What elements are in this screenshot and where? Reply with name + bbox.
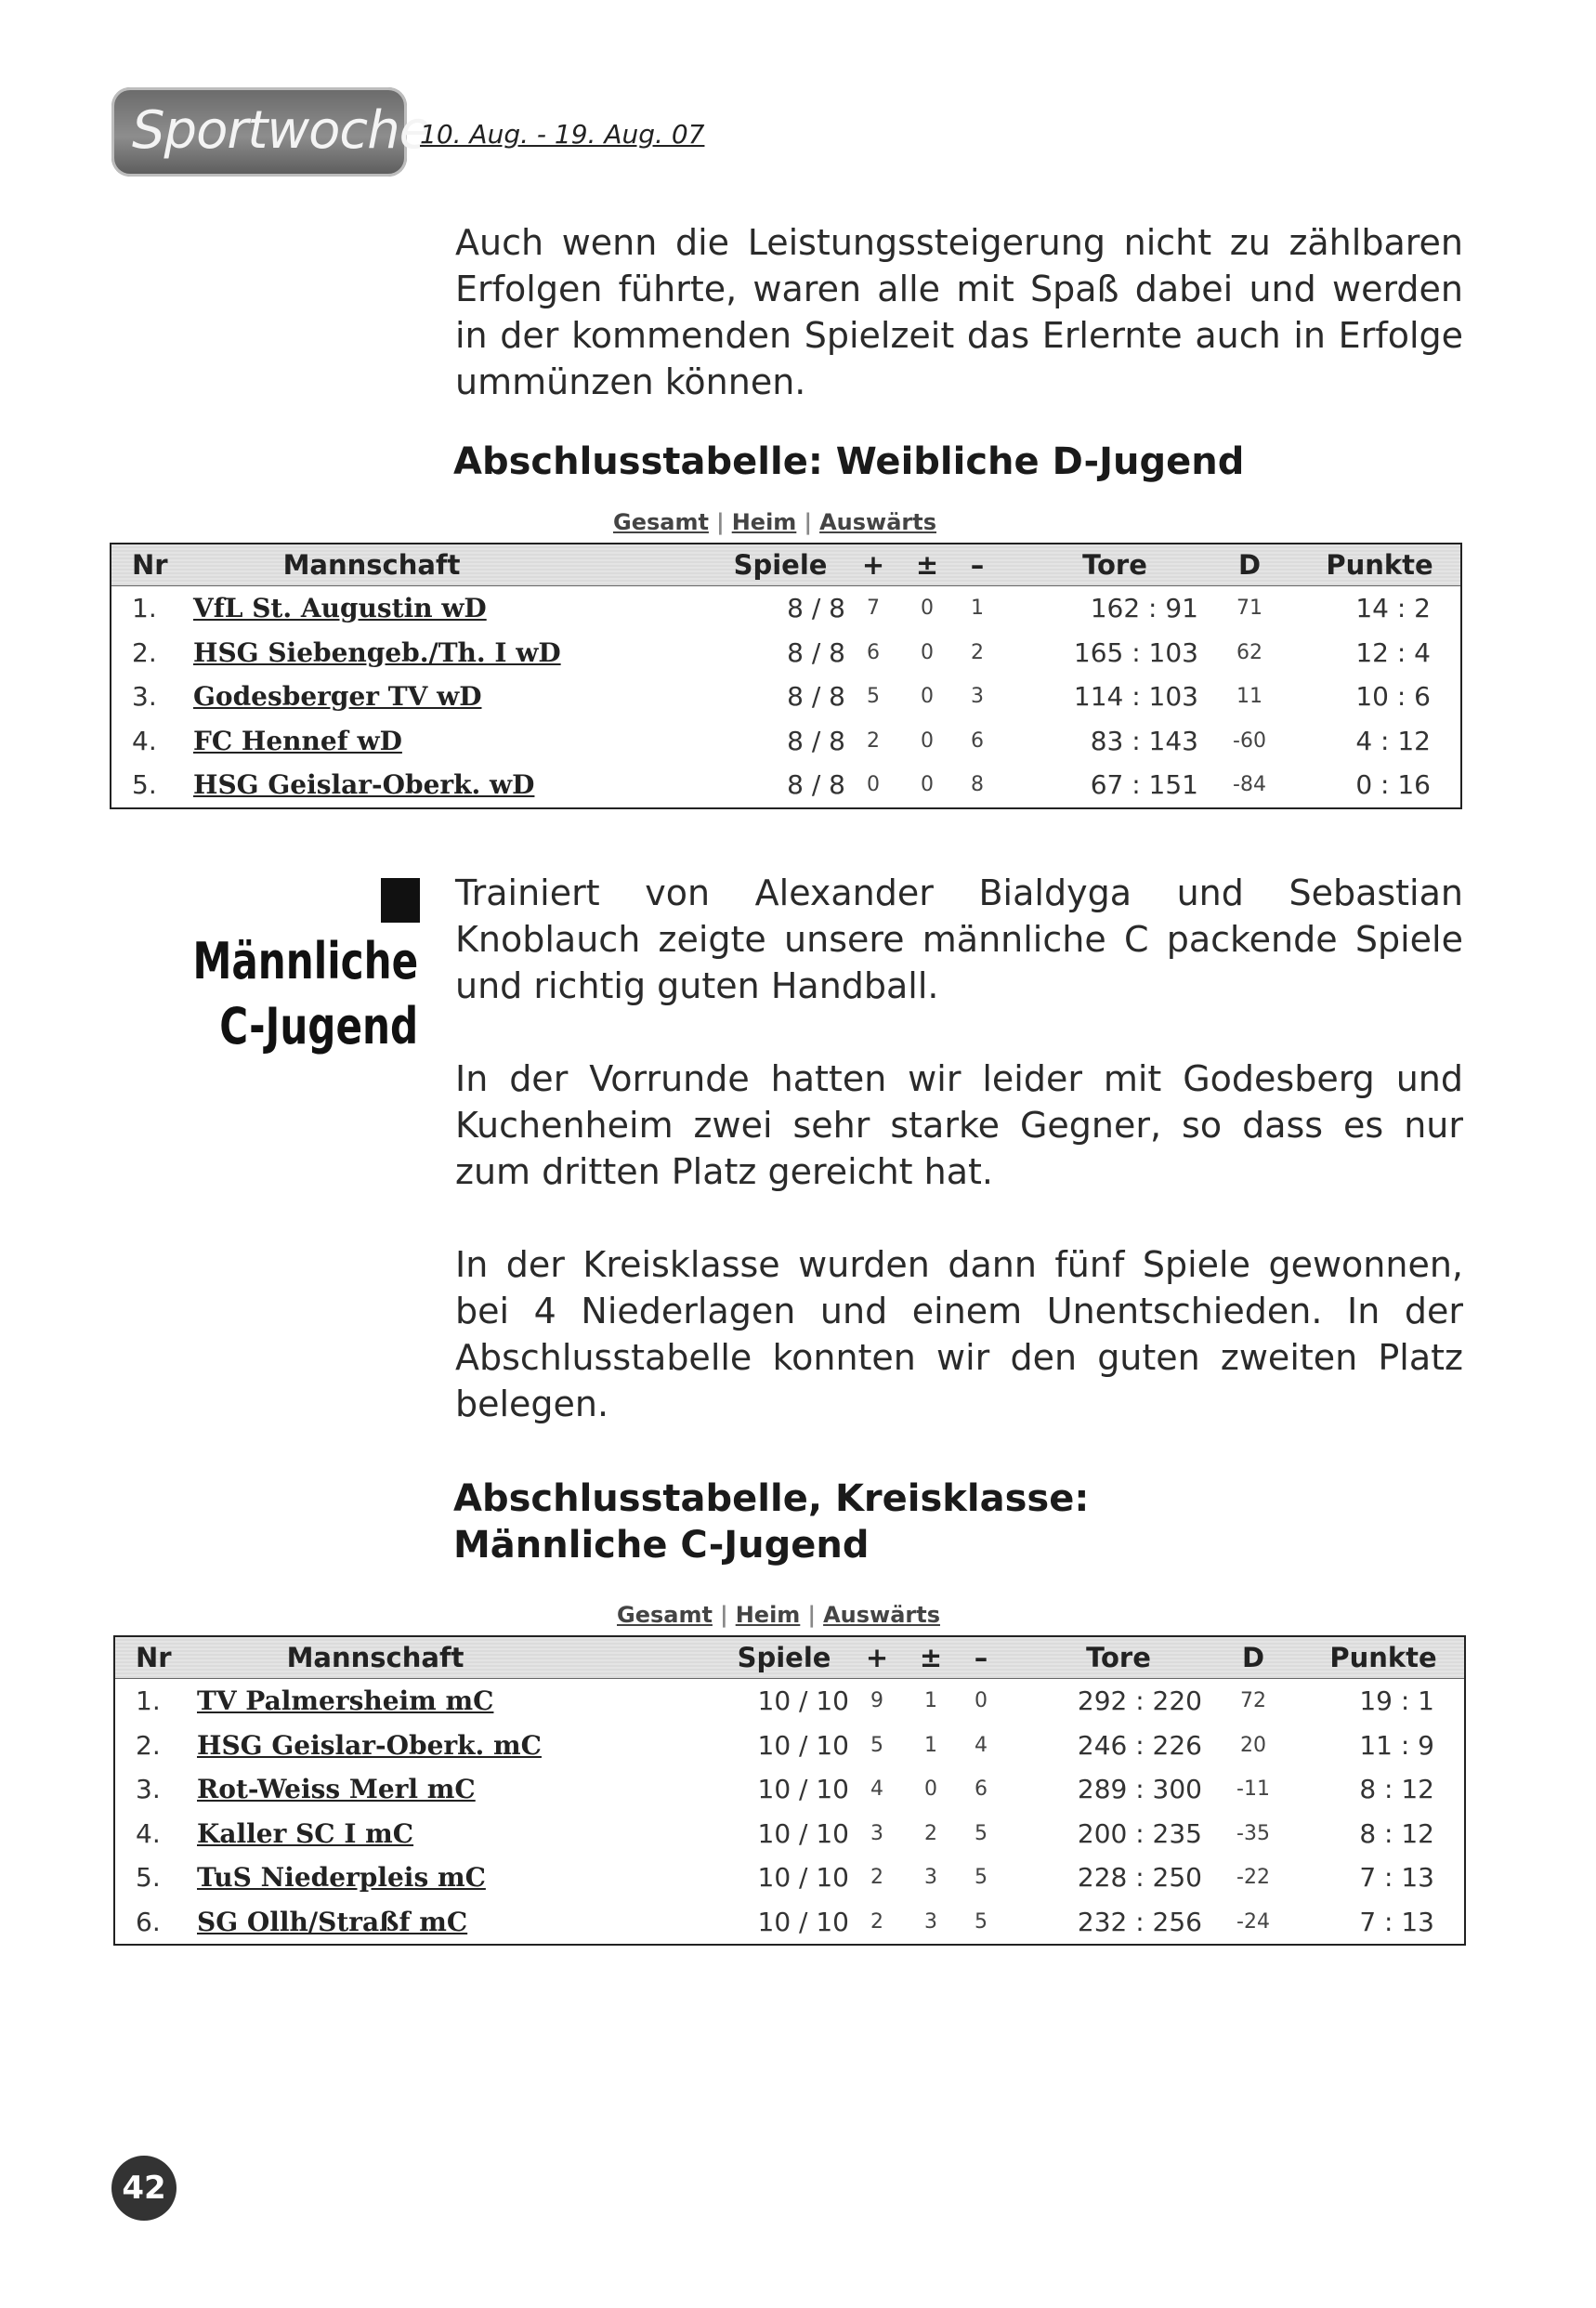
table-cell: 2 <box>971 640 984 664</box>
table-cell: 10 / 10 <box>757 1817 849 1849</box>
section-square-marker <box>381 878 420 923</box>
table-cell: 5 <box>975 1821 988 1845</box>
column-header: + <box>865 1642 889 1673</box>
table-cell: 0 <box>921 773 934 796</box>
table-cell: 8 / 8 <box>787 725 845 756</box>
table-cell: 3. <box>132 681 157 712</box>
table2-group-header: Gesamt | Heim | Auswärts <box>609 1602 948 1628</box>
table-cell: 6 <box>971 728 984 753</box>
table-cell: 10 / 10 <box>757 1862 849 1893</box>
table-cell: 9 <box>870 1689 883 1712</box>
table-cell: 10 / 10 <box>757 1685 849 1716</box>
table-cell: 3 <box>971 685 984 708</box>
column-header: Nr <box>132 549 168 581</box>
table-cell: 4 <box>975 1733 988 1757</box>
team-name: HSG Geislar-Oberk. wD <box>193 769 535 800</box>
table-cell: 71 <box>1236 597 1262 620</box>
table-cell: 83 : 143 <box>1090 725 1198 756</box>
table-cell: 3 <box>924 1866 937 1889</box>
table2-heading-line1: Abschlusstabelle, Kreisklasse: <box>453 1477 1090 1520</box>
table-cell: 8 / 8 <box>787 593 845 623</box>
table-cell: 1 <box>924 1689 937 1712</box>
team-name: HSG Geislar-Oberk. mC <box>197 1729 542 1761</box>
group-gesamt: Gesamt <box>613 509 709 535</box>
table-cell: 2 <box>870 1909 883 1934</box>
table-cell: 289 : 300 <box>1077 1774 1202 1804</box>
table-cell: 10 : 6 <box>1355 681 1431 712</box>
table-cell: -84 <box>1233 773 1266 796</box>
table-cell: 7 : 13 <box>1359 1862 1434 1893</box>
team-name: FC Hennef wD <box>193 725 402 756</box>
table-cell: 0 : 16 <box>1355 769 1431 800</box>
table-cell: 6 <box>975 1777 988 1801</box>
table1 <box>110 543 1462 809</box>
column-header: Spiele <box>733 549 828 581</box>
table-cell: 5 <box>870 1733 883 1757</box>
table-row <box>115 1900 1464 1945</box>
table-cell: 4. <box>132 725 157 756</box>
column-header: Mannschaft <box>282 549 461 581</box>
table-cell: 19 : 1 <box>1359 1685 1434 1716</box>
team-name: TuS Niederpleis mC <box>197 1862 486 1893</box>
table-cell: 6. <box>136 1906 161 1937</box>
column-header: – <box>974 1642 988 1673</box>
header-date: 10. Aug. - 19. Aug. 07 <box>420 119 705 150</box>
column-header: D <box>1241 1642 1265 1673</box>
table-cell: 11 : 9 <box>1359 1729 1434 1761</box>
table-cell: 14 : 2 <box>1355 593 1431 623</box>
table-cell: -11 <box>1236 1777 1270 1801</box>
table-cell: 8 : 12 <box>1359 1817 1434 1849</box>
table-cell: 6 <box>867 640 880 664</box>
table-cell: 3 <box>870 1821 883 1845</box>
table-cell: 62 <box>1236 640 1262 664</box>
table-cell: 12 : 4 <box>1355 636 1431 668</box>
group-auswaerts: Auswärts <box>819 509 936 535</box>
table-cell: 5. <box>136 1862 161 1893</box>
table-cell: 5 <box>867 685 880 708</box>
table-cell: 0 <box>921 640 934 664</box>
group-heim: Heim <box>731 509 797 535</box>
column-header: Punkte <box>1326 549 1433 581</box>
table1-group-header: Gesamt | Heim | Auswärts <box>606 509 944 535</box>
column-header: D <box>1237 549 1262 581</box>
table-cell: 1. <box>132 593 157 623</box>
table-cell: 8 / 8 <box>787 681 845 712</box>
table-row <box>111 586 1460 631</box>
table-cell: 200 : 235 <box>1077 1817 1202 1849</box>
table-cell: 232 : 256 <box>1077 1906 1202 1937</box>
table-cell: 1 <box>971 597 984 620</box>
table-cell: 5 <box>975 1866 988 1889</box>
table-header-row <box>111 544 1460 586</box>
table-cell: 8 <box>971 773 984 796</box>
table-header-row <box>115 1637 1464 1679</box>
table-cell: 5 <box>975 1909 988 1934</box>
table-cell: 8 : 12 <box>1359 1774 1434 1804</box>
table-cell: 2 <box>867 728 880 753</box>
page-number: 42 <box>111 2156 177 2221</box>
table-row <box>111 675 1460 719</box>
team-name: VfL St. Augustin wD <box>193 593 487 623</box>
table-cell: 2 <box>870 1866 883 1889</box>
team-name: Rot-Weiss Merl mC <box>197 1774 476 1804</box>
table-cell: 20 <box>1240 1733 1266 1757</box>
column-header: Mannschaft <box>286 1642 464 1673</box>
team-name: SG Ollh/Straßf mC <box>197 1906 468 1937</box>
table-cell: -35 <box>1236 1821 1270 1845</box>
column-header: Tore <box>1082 549 1147 581</box>
table-cell: 3 <box>924 1909 937 1934</box>
group-auswaerts: Auswärts <box>823 1602 940 1628</box>
sportwoche-badge <box>111 87 431 177</box>
table-row <box>115 1856 1464 1900</box>
team-name: HSG Siebengeb./Th. I wD <box>193 636 561 668</box>
table-cell: 0 <box>867 773 880 796</box>
table-cell: -60 <box>1233 728 1266 753</box>
column-header: Spiele <box>737 1642 831 1673</box>
table-cell: 8 / 8 <box>787 636 845 668</box>
table-cell: 292 : 220 <box>1077 1685 1202 1716</box>
section-title-line2: C-Jugend <box>219 997 418 1056</box>
column-header: – <box>970 549 985 581</box>
section-title <box>192 929 418 1059</box>
table-cell: 114 : 103 <box>1073 681 1198 712</box>
table-cell: 2. <box>132 636 157 668</box>
team-name: TV Palmersheim mC <box>197 1685 494 1716</box>
table-cell: 2. <box>136 1729 161 1761</box>
table-cell: 162 : 91 <box>1090 593 1198 623</box>
table-cell: 7 <box>867 597 880 620</box>
table-cell: 4. <box>136 1817 161 1849</box>
table-cell: 10 / 10 <box>757 1906 849 1937</box>
column-header: Tore <box>1086 1642 1151 1673</box>
team-name: Kaller SC I mC <box>197 1817 414 1849</box>
paragraph-2: In der Vorrunde hatten wir leider mit Godesberg und Kuchenheim zwei sehr starke Gegner, so dass es nur zum dritten Platz gereicht hat. <box>455 1058 1463 1192</box>
table-row <box>115 1679 1464 1724</box>
table-row <box>115 1812 1464 1856</box>
table-cell: 0 <box>975 1689 988 1712</box>
table-cell: 2 <box>924 1821 937 1845</box>
paragraph-3: In der Kreisklasse wurden dann fünf Spiele gewonnen, bei 4 Niederlagen und einem Unentschieden. In der Abschlusstabelle konnten wir den guten zweiten Platz belegen. <box>455 1244 1463 1424</box>
column-header: ± <box>915 549 939 581</box>
group-gesamt: Gesamt <box>617 1602 713 1628</box>
column-header: + <box>861 549 885 581</box>
table-row <box>111 763 1460 807</box>
badge-text: Sportwoche <box>132 100 431 161</box>
column-header: Punkte <box>1329 1642 1437 1673</box>
table-row <box>115 1767 1464 1812</box>
table2-heading <box>453 1475 1089 1568</box>
table-cell: 10 / 10 <box>757 1774 849 1804</box>
table-cell: 10 / 10 <box>757 1729 849 1761</box>
table2 <box>113 1635 1466 1946</box>
table-cell: 11 <box>1236 685 1262 708</box>
team-name: Godesberger TV wD <box>193 681 482 712</box>
table1-heading: Abschlusstabelle: Weibliche D-Jugend <box>453 440 1245 483</box>
table-cell: 7 : 13 <box>1359 1906 1434 1937</box>
table-cell: -24 <box>1236 1909 1270 1934</box>
intro-paragraph: Auch wenn die Leistungssteigerung nicht zu zählbaren Erfolgen führte, waren alle mit Spaß dabei und werden in der kommenden Spielzeit das Erlernte auch in Erfolge ummünzen können. <box>455 222 1463 402</box>
table2-heading-line2: Männliche C-Jugend <box>453 1524 870 1567</box>
table-row <box>111 631 1460 675</box>
section-title-line1: Männliche <box>192 932 418 990</box>
table-cell: 1 <box>924 1733 937 1757</box>
table-cell: 0 <box>921 728 934 753</box>
table-cell: 228 : 250 <box>1077 1862 1202 1893</box>
table-row <box>115 1724 1464 1768</box>
table-row <box>111 719 1460 764</box>
table-cell: 0 <box>921 685 934 708</box>
table-cell: 0 <box>924 1777 937 1801</box>
table-cell: 4 : 12 <box>1355 725 1431 756</box>
group-heim: Heim <box>735 1602 801 1628</box>
table-cell: 246 : 226 <box>1077 1729 1202 1761</box>
table-cell: 67 : 151 <box>1090 769 1198 800</box>
column-header: Nr <box>136 1642 172 1673</box>
table-cell: 165 : 103 <box>1073 636 1198 668</box>
table-cell: 5. <box>132 769 157 800</box>
table-cell: 0 <box>921 597 934 620</box>
table-cell: 3. <box>136 1774 161 1804</box>
paragraph-1: Trainiert von Alexander Bialdyga und Sebastian Knoblauch zeigte unsere männliche C packende Spiele und richtig guten Handball. <box>455 872 1463 1006</box>
table-cell: -22 <box>1236 1866 1270 1889</box>
table-cell: 4 <box>870 1777 883 1801</box>
table-cell: 1. <box>136 1685 161 1716</box>
column-header: ± <box>919 1642 943 1673</box>
table-cell: 8 / 8 <box>787 769 845 800</box>
table-cell: 72 <box>1240 1689 1266 1712</box>
